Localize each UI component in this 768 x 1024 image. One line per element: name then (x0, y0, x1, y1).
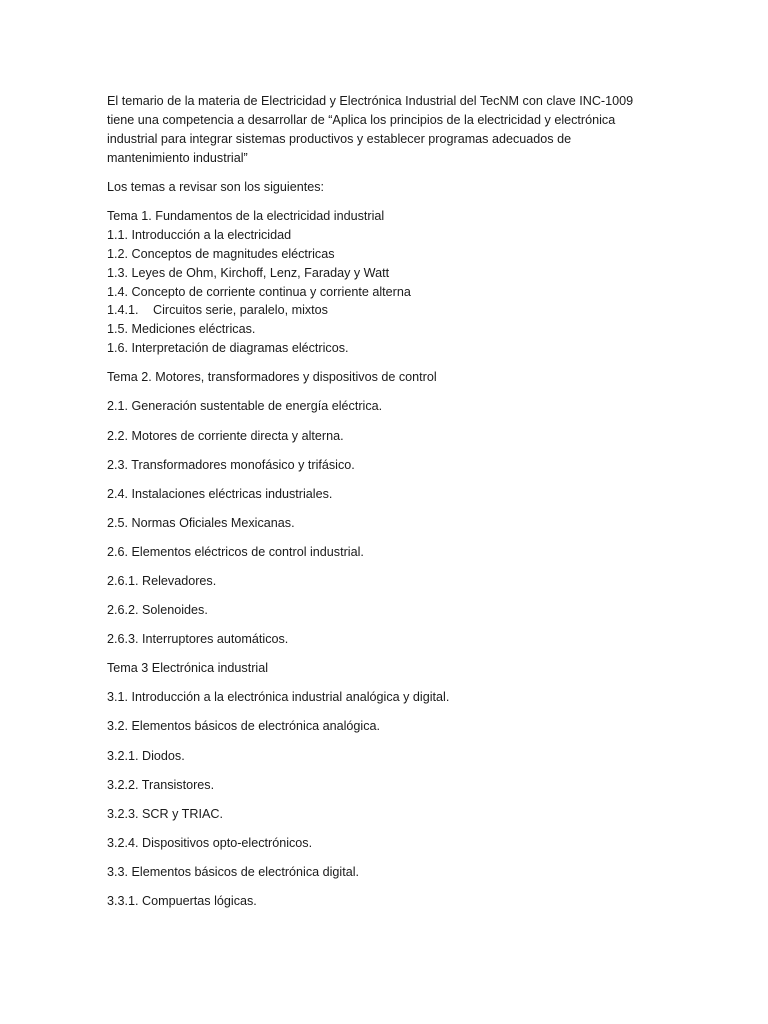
sub-item-number: 1.4.1. (107, 303, 139, 318)
list-item: 2.4. Instalaciones eléctricas industriales. (107, 486, 333, 501)
list-item: 3.2. Elementos básicos de electrónica analógica. (107, 719, 381, 734)
list-item: 1.5. Mediciones eléctricas. (107, 322, 256, 337)
list-item: 1.6. Interpretación de diagramas eléctricos. (107, 341, 349, 356)
intro-line-1: El temario de la materia de Electricidad y Electrónica Industrial del TecNM con clave INC-1009 (107, 94, 634, 108)
list-item: 2.6.3. Interruptores automáticos. (107, 632, 289, 647)
tema2-list (107, 397, 667, 649)
tema3-title: Tema 3 Electrónica industrial (107, 661, 268, 676)
list-item: 3.2.3. SCR y TRIAC. (107, 806, 223, 821)
list-item: 2.5. Normas Oficiales Mexicanas. (107, 515, 295, 530)
list-item: 2.2. Motores de corriente directa y alterna. (107, 428, 344, 443)
tema1-list (107, 226, 667, 358)
intro-paragraph (107, 92, 667, 168)
list-item: 3.3. Elementos básicos de electrónica digital. (107, 864, 360, 879)
document-page (107, 92, 667, 911)
list-item-sub (107, 301, 667, 320)
tema1-title: Tema 1. Fundamentos de la electricidad industrial (107, 208, 385, 223)
list-item: 3.3.1. Compuertas lógicas. (107, 894, 257, 909)
list-item: 2.1. Generación sustentable de energía eléctrica. (107, 399, 383, 414)
list-item: 3.2.2. Transistores. (107, 777, 215, 792)
intro-line-3: industrial para integrar sistemas productivos y establecer programas adecuados de (107, 131, 572, 146)
list-item: 2.6. Elementos eléctricos de control industrial. (107, 544, 364, 559)
tema3-list (107, 688, 667, 911)
list-item: 3.2.1. Diodos. (107, 748, 185, 763)
list-item: 2.6.1. Relevadores. (107, 574, 217, 588)
list-item: 1.4. Concepto de corriente continua y corriente alterna (107, 284, 411, 299)
list-item: 3.1. Introducción a la electrónica industrial analógica y digital. (107, 690, 450, 705)
list-item: 3.2.4. Dispositivos opto-electrónicos. (107, 835, 313, 850)
tema2-title: Tema 2. Motores, transformadores y dispositivos de control (107, 370, 437, 385)
list-item: 1.3. Leyes de Ohm, Kirchoff, Lenz, Faraday y Watt (107, 265, 390, 280)
list-item: 1.1. Introducción a la electricidad (107, 227, 292, 242)
list-item: 2.3. Transformadores monofásico y trifásico. (107, 457, 355, 472)
intro-line-4: mantenimiento industrial” (107, 150, 248, 165)
intro-line-2: tiene una competencia a desarrollar de “Aplica los principios de la electricidad y electrónica (107, 112, 616, 127)
lead-text: Los temas a revisar son los siguientes: (107, 179, 324, 194)
list-item: 2.6.2. Solenoides. (107, 603, 208, 618)
list-item: 1.2. Conceptos de magnitudes eléctricas (107, 246, 335, 261)
sub-item-text: Circuitos serie, paralelo, mixtos (153, 303, 328, 318)
